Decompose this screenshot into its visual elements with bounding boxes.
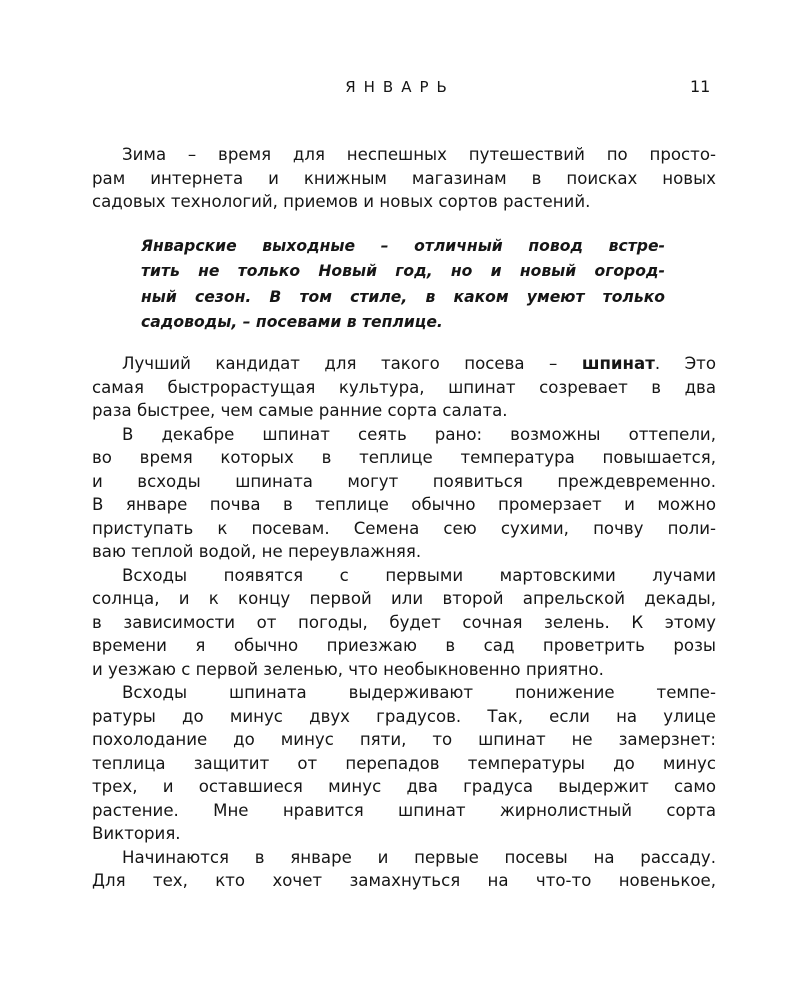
text-line: Всходы появятся с первыми мартовскими лучами [122,565,716,585]
body-text [92,352,716,893]
text-fragment: . Это [654,354,716,373]
text-line: В январе почва в теплице обычно промерзает и можно [92,495,716,514]
intro-paragraph [92,143,716,214]
text-line: В декабре шпинат сеять рано: возможны оттепели, [122,424,716,444]
text-line: Для тех, кто хочет замахнуться на что-то новенькое, [92,871,716,890]
text-line: рам интернета и книжным магазинам в поисках новых [92,168,716,188]
epigraph-line: садоводы, – посевами в теплице. [141,312,443,331]
text-line: времени я обычно приезжаю в сад проветрить розы [92,636,716,655]
text-line: приступать к посевам. Семена сею сухими, почву поли- [92,518,716,538]
page-number: 11 [690,77,711,96]
text-line: раза быстрее, чем самые ранние сорта салата. [92,401,508,420]
highlighted-term: шпинат [581,354,655,373]
text-line: солнца, и к концу первой или второй апрельской декады, [92,589,716,608]
text-line: Всходы шпината выдерживают понижение темпе- [122,683,716,702]
text-line: растение. Мне нравится шпинат жирнолистный сорта [92,800,716,820]
chapter-running-head: ЯНВАРЬ [345,78,455,96]
text-line: трех, и оставшиеся минус два градуса выдержит само [92,777,716,796]
text-line: садовых технологий, приемов и новых сортов растений. [92,192,591,211]
text-line: в зависимости от погоды, будет сочная зелень. К этому [92,612,716,632]
text-line: Начинаются в январе и первые посевы на рассаду. [122,847,716,867]
epigraph-line: тить не только Новый год, но и новый огород- [141,262,665,281]
text-line [92,352,716,376]
epigraph-line: Январские выходные – отличный повод встре- [141,237,665,255]
text-line: похолодание до минус пяти, то шпинат не замерзнет: [92,730,716,749]
text-line: ваю теплой водой, не переувлажняя. [92,542,422,561]
text-line: самая быстрорастущая культура, шпинат созревает в два [92,377,716,397]
text-fragment: Лучший кандидат для такого посева – [122,354,558,373]
text-line: и всходы шпината могут появиться преждевременно. [92,471,716,491]
text-line: Зима – время для неспешных путешествий по просто- [122,145,716,164]
text-line: Виктория. [92,824,181,843]
epigraph-line: ный сезон. В том стиле, в каком умеют только [141,287,665,306]
epigraph-callout [141,234,665,335]
text-line: ратуры до минус двух градусов. Так, если на улице [92,706,716,726]
text-line: во время которых в теплице температура повышается, [92,448,716,467]
text-line: теплица защитит от перепадов температуры до минус [92,753,716,773]
text-line: и уезжаю с первой зеленью, что необыкновенно приятно. [92,659,604,679]
